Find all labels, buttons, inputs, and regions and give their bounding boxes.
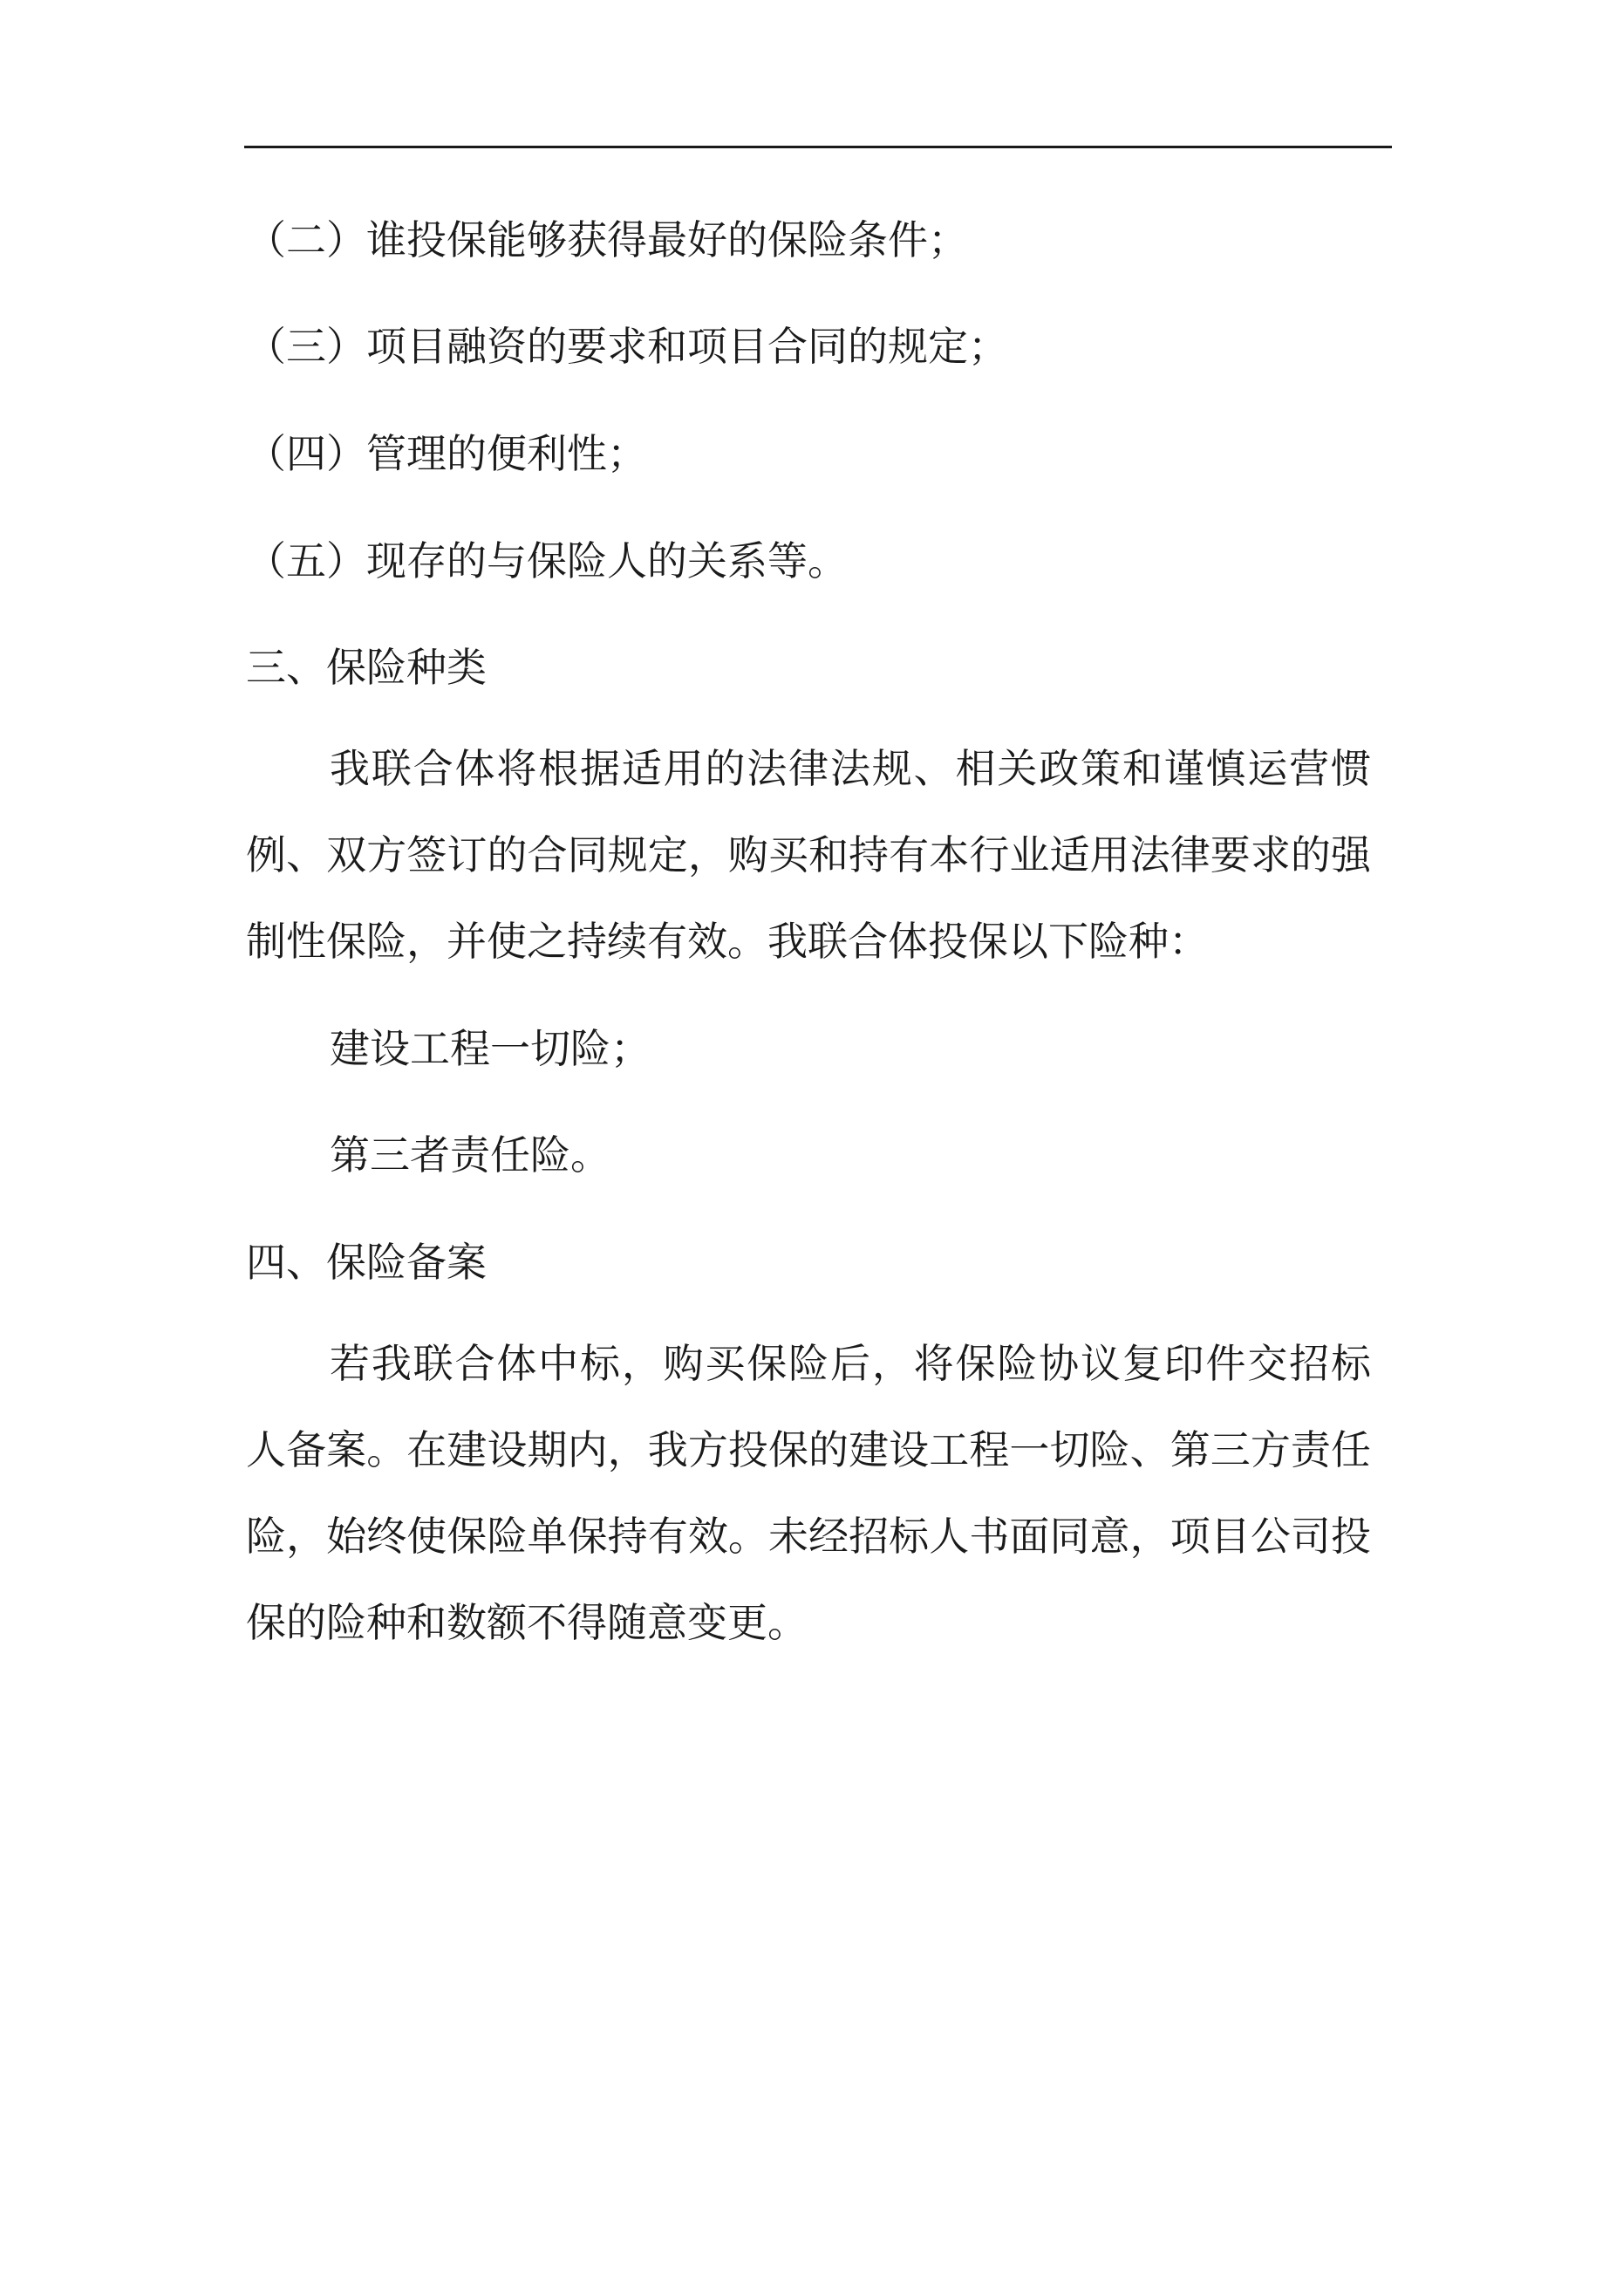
list-item: （五）现存的与保险人的关系等。 (246, 537, 848, 584)
list-item: （二）谁投保能够获得最好的保险条件； (246, 216, 968, 263)
header-rule (244, 146, 1392, 148)
list-item: （四）管理的便利性； (246, 430, 647, 477)
section-paragraph: 若我联合体中标，购买保险后，将保险协议复印件交招标人备案。在建设期内，我方投保的建设工程一切险、第三方责任险，始终使保险单保持有效。未经招标人书面同意，项目公司投保的险种和数额不得随意变更。 (246, 1340, 1371, 1646)
section-heading: 四、保险备案 (246, 1239, 487, 1286)
insurance-type-item: 第三者责任险。 (330, 1131, 610, 1179)
list-item: （三）项目融资的要求和项目合同的规定； (246, 323, 1008, 370)
section-heading: 三、保险种类 (246, 644, 487, 691)
section-paragraph: 我联合体将根据适用的法律法规、相关政策和谨慎运营惯例、双方签订的合同规定，购买和持有本行业适用法律要求的强制性保险，并使之持续有效。我联合体投保以下险种： (246, 745, 1371, 965)
insurance-type-item: 建设工程一切险； (330, 1025, 651, 1072)
